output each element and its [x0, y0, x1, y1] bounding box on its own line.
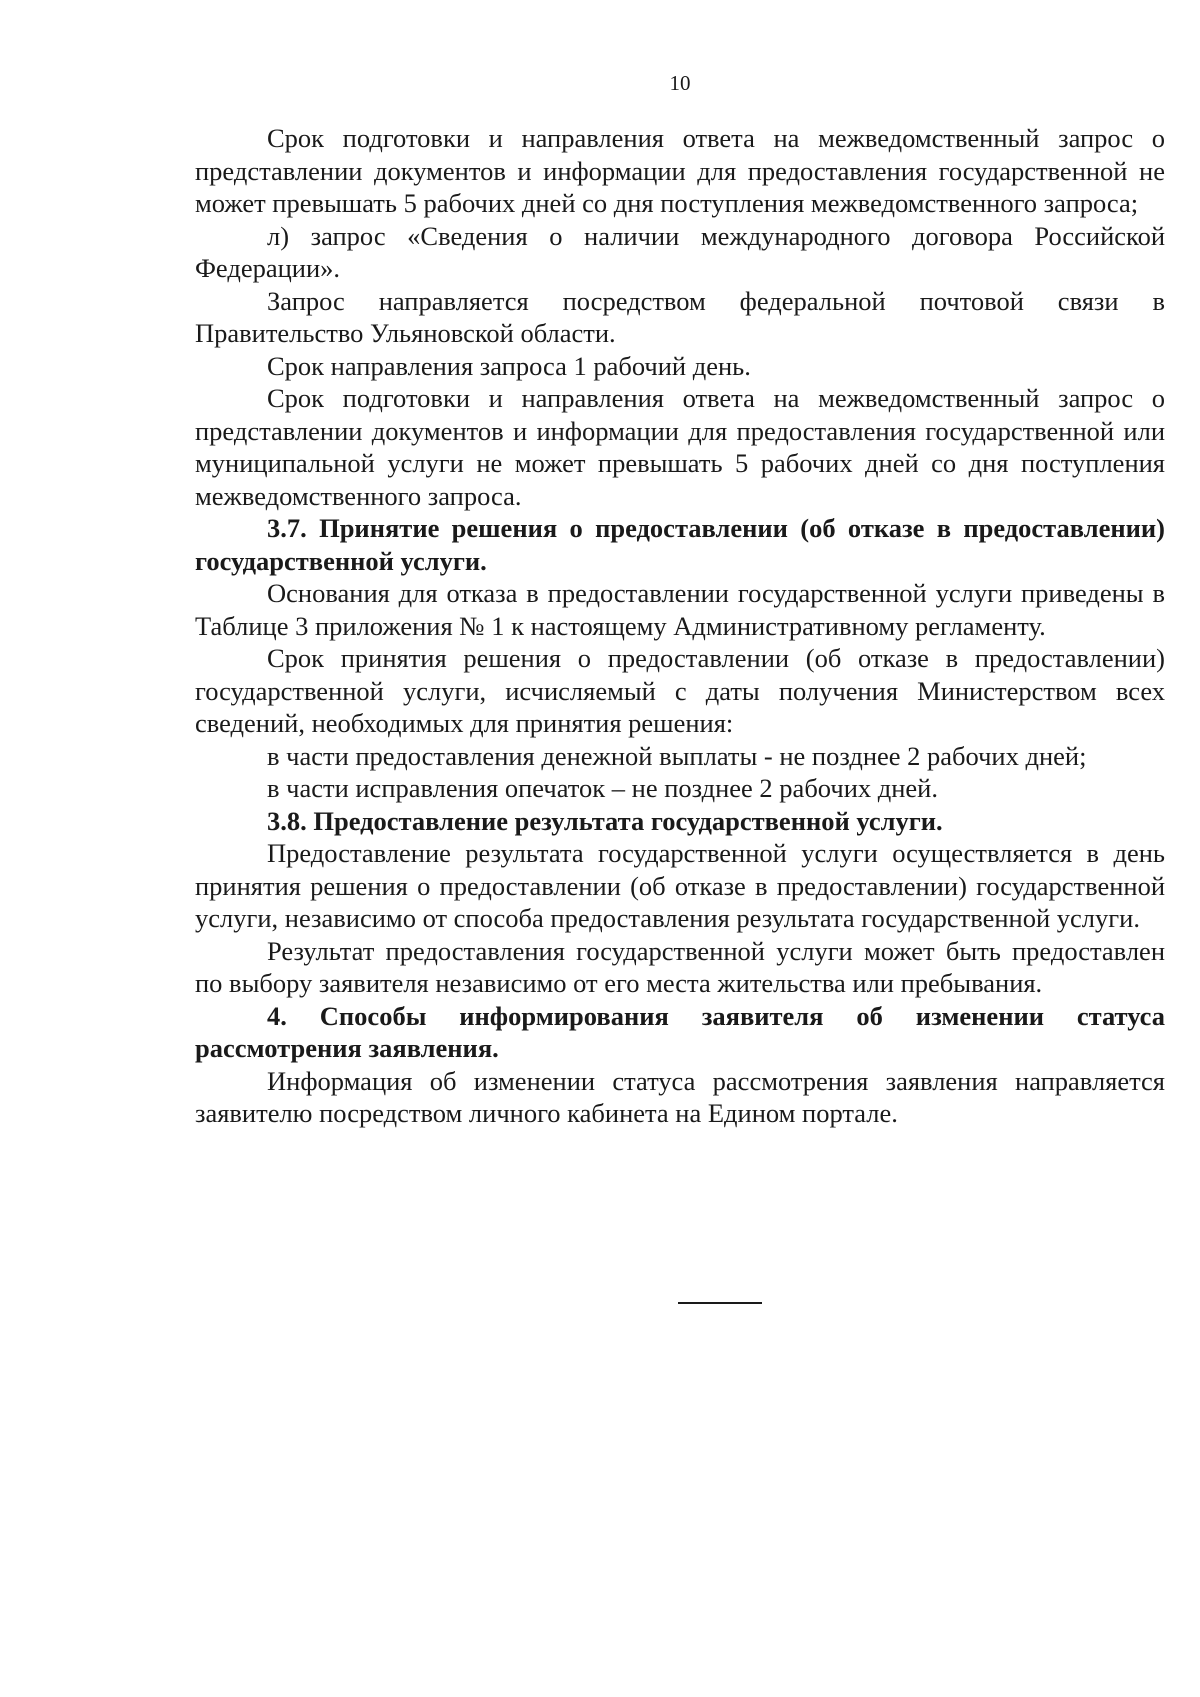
paragraph-result-choice: Результат предоставления государственной услуги может быть предоставлен по выбору заявителя независимо от его места жительства или пребывания. [195, 935, 1165, 998]
paragraph-request-term: Срок направления запроса 1 рабочий день. [267, 350, 751, 381]
section-heading-4: 4. Способы информирования заявителя об изменении статуса рассмотрения заявления. [195, 1000, 1165, 1063]
paragraph-status-info: Информация об изменении статуса рассмотрения заявления направляется заявителю посредством личного кабинета на Едином портале. [195, 1065, 1165, 1128]
list-item-payment: в части предоставления денежной выплаты - не позднее 2 рабочих дней; [267, 740, 1087, 771]
paragraph-decision-term: Срок принятия решения о предоставлении (об отказе в предоставлении) государственной услуги, исчисляемый с даты получения Министерством всех сведений, необходимых для принятия решения: [195, 643, 1165, 738]
page-number: 10 [669, 71, 691, 95]
paragraph-response-deadline: Срок подготовки и направления ответа на межведомственный запрос о представлении документов и информации для предоставления государственной не может превышать 5 рабочих дней со дня поступления межведомственного запроса; [195, 123, 1165, 218]
paragraph-refusal-grounds: Основания для отказа в предоставлении государственной услуги приведены в Таблице 3 приложения № 1 к настоящему Административному регламенту. [195, 578, 1165, 641]
section-heading-3-7: 3.7. Принятие решения о предоставлении (об отказе в предоставлении) государственной услуги. [195, 513, 1165, 576]
end-of-document-rule [678, 1302, 762, 1304]
paragraph-request-l: л) запрос «Сведения о наличии международного договора Российской Федерации». [195, 220, 1165, 283]
paragraph-request-delivery: Запрос направляется посредством федеральной почтовой связи в Правительство Ульяновской области. [195, 285, 1165, 348]
paragraph-result-delivery: Предоставление результата государственной услуги осуществляется в день принятия решения о предоставлении (об отказе в предоставлении) государственной услуги, независимо от способа предоставления результата государственной услуги. [195, 838, 1165, 933]
section-heading-3-8: 3.8. Предоставление результата государственной услуги. [267, 805, 943, 836]
paragraph-answer-term: Срок подготовки и направления ответа на межведомственный запрос о представлении документов и информации для предоставления государственной или муниципальной услуги не может превышать 5 рабочих дней со дня поступления межведомственного запроса. [195, 383, 1165, 511]
list-item-corrections: в части исправления опечаток – не позднее 2 рабочих дней. [267, 773, 938, 803]
document-body [195, 122, 1165, 1130]
